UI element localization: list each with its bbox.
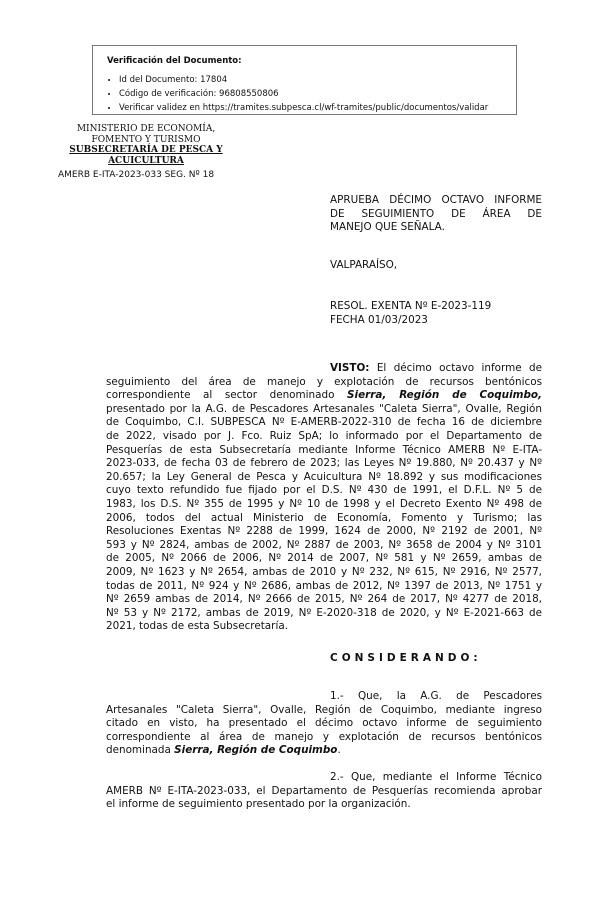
visto-line: Nº 53 y Nº 2172, ambas de 2019, Nº E-2020-318 de 2020, y Nº E-2021-663 de (106, 606, 542, 619)
subsecretaria-line-1: SUBSECRETARÍA DE PESCA Y (69, 145, 223, 155)
considerando-heading: CONSIDERANDO: (330, 652, 482, 664)
resolution-info (330, 300, 491, 327)
visto-line: 2023-033, de fecha 03 de febrero de 2023; las Leyes Nº 19.880, Nº 20.437 y Nº (106, 457, 542, 470)
ministry-line-2: FOMENTO Y TURISMO (91, 134, 201, 145)
visto-line: correspondiente al sector denominado Sierra, Región de Coquimbo, (106, 389, 542, 402)
visto-paragraph (106, 362, 542, 634)
subsecretaria-line-2: ACUICULTURA (108, 155, 184, 166)
paragraph-line: el informe de seguimiento presentado por la organización. (106, 798, 411, 811)
visto-line: 593 y Nº 2824, ambas de 2002, Nº 2887 de 2003, Nº 3658 de 2004 y Nº 3101 (106, 538, 542, 551)
summary-line-2: DE SEGUIMIENTO DE ÁREA DE (330, 207, 542, 220)
paragraph-line: AMERB Nº E-ITA-2023-033, el Departamento de Pesquerías recomienda aprobar (106, 784, 542, 797)
paragraph-line: Artesanales "Caleta Sierra", Ovalle, Región de Coquimbo, mediante ingreso (106, 703, 542, 716)
verification-list (107, 73, 506, 115)
summary-line-3: MANEJO QUE SEÑALA. (330, 221, 445, 234)
paragraph-line: correspondiente al área de manejo y explotación de recursos bentónicos (106, 730, 542, 743)
verification-box (92, 45, 517, 115)
paragraph-line: 1.- Que, la A.G. de Pescadores (330, 690, 542, 702)
visto-line: Resoluciones Exentas Nº 2288 de 1999, 1624 de 2000, Nº 2192 de 2001, Nº (106, 525, 542, 538)
visto-line: todas de 2011, Nº 924 y Nº 2686, ambas de 2012, Nº 1397 de 2013, Nº 1751 y (106, 579, 542, 592)
verification-code: • Código de verificación: 96808550806 (119, 87, 506, 101)
place: VALPARAÍSO, (330, 259, 398, 271)
summary-line-1: APRUEBA DÉCIMO OCTAVO INFORME (330, 194, 542, 206)
ministry-line-1: MINISTERIO DE ECONOMÍA, (76, 124, 216, 134)
visto-line: presentado por la A.G. de Pescadores Artesanales "Caleta Sierra", Ovalle, Región (106, 402, 542, 415)
area-name: Sierra, Región de Coquimbo, (347, 389, 542, 402)
paragraph-line: citado en visto, ha presentado el décimo octavo informe de seguimiento (106, 717, 542, 730)
visto-line: Nº 2659 ambas de 2014, Nº 2666 de 2015, Nº 264 de 2017, Nº 4277 de 2018, (106, 593, 542, 606)
visto-line: de 2005, Nº 2066 de 2006, Nº 2014 de 2007, Nº 581 y Nº 2659, ambas de (106, 552, 542, 565)
paragraph-line: 2.- Que, mediante el Informe Técnico (330, 771, 542, 783)
paragraph-line: denominada Sierra, Región de Coquimbo. (106, 744, 341, 757)
document-id: • Id del Documento: 17804 (119, 73, 506, 87)
resolution-number: RESOL. EXENTA Nº E-2023-119 (330, 300, 492, 312)
visto-line: 20.657; la Ley General de Pesca y Acuicultura Nº 18.892 y sus modificaciones (106, 470, 542, 483)
area-name: Sierra, Región de Coquimbo (174, 744, 338, 757)
verification-title: Verificación del Documento: (107, 56, 242, 66)
visto-line: 2021, todas de esta Subsecretaría. (106, 620, 289, 633)
visto-line: 2006, todos del actual Ministerio de Economía, Fomento y Turismo; las (106, 511, 542, 524)
issuer-header (56, 124, 236, 166)
resolution-date: FECHA 01/03/2023 (330, 313, 428, 326)
reference-code: AMERB E-ITA-2023-033 SEG. Nº 18 (58, 170, 215, 180)
visto-line: Pesquerías de esta Subsecretaría mediante Informe Técnico AMERB Nº E-ITA- (106, 443, 542, 456)
visto-line: 2009, Nº 1623 y Nº 2654, ambas de 2010 y Nº 232, Nº 615, Nº 2916, Nº 2577, (106, 565, 542, 578)
visto-line: 1983, los D.S. Nº 355 de 1995 y Nº 10 de 1998 y el Decreto Exento Nº 498 de (106, 497, 542, 510)
considerando-paragraph-1 (106, 690, 542, 758)
resolution-summary (330, 194, 542, 235)
considerando-paragraph-2 (106, 771, 542, 812)
visto-line: de Coquimbo, C.I. SUBPESCA Nº E-AMERB-2022-310 de fecha 16 de diciembre (106, 416, 542, 429)
visto-label: VISTO: (330, 362, 370, 374)
visto-line: cuyo texto refundido fue fijado por el D.S. Nº 430 de 1991, el D.F.L. Nº 5 de (106, 484, 542, 497)
visto-line: seguimiento del área de manejo y explotación de recursos bentónicos (106, 375, 542, 388)
visto-line: de 2022, visado por J. Fco. Ruiz SpA; lo informado por el Departamento de (106, 429, 542, 442)
verification-url[interactable]: • Verificar validez en https://tramites.subpesca.cl/wf-tramites/public/documentos/validar (119, 101, 506, 115)
visto-line-1: VISTO: El décimo octavo informe de (330, 362, 542, 374)
